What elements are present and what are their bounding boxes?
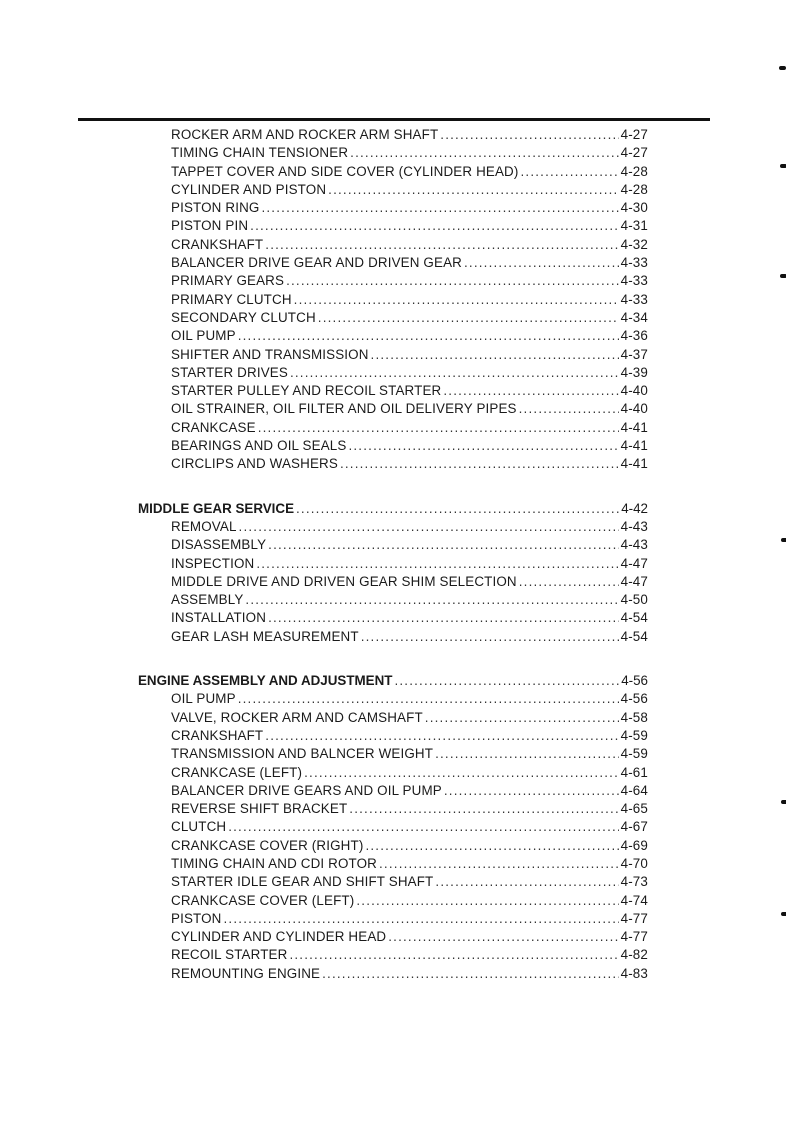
entry-title: INSPECTION <box>171 555 255 571</box>
toc-section-heading <box>138 500 648 518</box>
toc-entry <box>138 536 648 554</box>
entry-title: CLUTCH <box>171 819 227 835</box>
dot-leader <box>268 609 619 627</box>
dot-leader <box>318 309 619 327</box>
entry-title: PISTON <box>171 910 222 926</box>
dot-leader <box>224 910 619 928</box>
page-number: 4-30 <box>620 200 648 216</box>
page-number: 4-36 <box>620 328 648 344</box>
entry-title: REMOVAL <box>171 518 237 534</box>
entry-title: BEARINGS AND OIL SEALS <box>171 438 347 454</box>
toc-entry <box>138 965 648 983</box>
page-number: 4-28 <box>620 181 648 197</box>
dot-leader <box>228 818 618 836</box>
page-number: 4-43 <box>620 518 648 534</box>
dot-leader <box>348 437 618 455</box>
entry-title: PISTON RING <box>171 200 260 216</box>
toc-entry <box>138 254 648 272</box>
dot-leader <box>394 672 619 690</box>
dot-leader <box>294 291 619 309</box>
dot-leader <box>435 873 618 891</box>
entry-title: STARTER IDLE GEAR AND SHIFT SHAFT <box>171 874 434 890</box>
toc-entry <box>138 181 648 199</box>
dot-leader <box>265 727 618 745</box>
page-number: 4-47 <box>620 555 648 571</box>
dot-leader <box>261 199 618 217</box>
entry-title: INSTALLATION <box>171 610 267 626</box>
dot-leader <box>239 518 619 536</box>
toc-entry <box>138 437 648 455</box>
entry-title: CYLINDER AND PISTON <box>171 181 327 197</box>
entry-title: BALANCER DRIVE GEAR AND DRIVEN GEAR <box>171 255 462 271</box>
scan-mark <box>781 538 786 542</box>
page-number: 4-33 <box>620 291 648 307</box>
dot-leader <box>356 892 618 910</box>
entry-title: CRANKCASE <box>171 419 256 435</box>
toc-entry <box>138 591 648 609</box>
toc-entry <box>138 518 648 536</box>
toc-entry <box>138 709 648 727</box>
dot-leader <box>238 327 619 345</box>
page-number: 4-27 <box>620 127 648 142</box>
entry-title: TRANSMISSION AND BALNCER WEIGHT <box>171 746 434 762</box>
entry-title: CIRCLIPS AND WASHERS <box>171 456 338 472</box>
toc-entry <box>138 364 648 382</box>
dot-leader <box>256 555 618 573</box>
dot-leader <box>520 163 618 181</box>
page-number: 4-82 <box>620 947 648 963</box>
dot-leader <box>435 745 619 763</box>
dot-leader <box>268 536 618 554</box>
dot-leader <box>286 272 619 290</box>
page-number: 4-67 <box>620 819 648 835</box>
entry-title: REMOUNTING ENGINE <box>171 965 321 981</box>
toc-entry <box>138 818 648 836</box>
entry-title: TIMING CHAIN TENSIONER <box>171 145 349 161</box>
toc-entry <box>138 837 648 855</box>
entry-title: PISTON PIN <box>171 218 249 234</box>
section-title: MIDDLE GEAR SERVICE <box>138 500 294 516</box>
entry-title: OIL STRAINER, OIL FILTER AND OIL DELIVERY PIPES <box>171 401 517 417</box>
scan-mark <box>781 912 786 916</box>
toc-entry <box>138 727 648 745</box>
scan-mark <box>781 800 786 804</box>
page-number: 4-42 <box>621 500 648 516</box>
entry-title: REVERSE SHIFT BRACKET <box>171 801 348 817</box>
toc-entry <box>138 946 648 964</box>
entry-title: MIDDLE DRIVE AND DRIVEN GEAR SHIM SELECTION <box>171 573 517 589</box>
page-number: 4-56 <box>620 691 648 707</box>
dot-leader <box>388 928 618 946</box>
dot-leader <box>296 500 619 518</box>
page-number: 4-58 <box>620 709 648 725</box>
header-rule <box>78 118 710 121</box>
toc-entry <box>138 800 648 818</box>
entry-title: RECOIL STARTER <box>171 947 288 963</box>
entry-title: GEAR LASH MEASUREMENT <box>171 628 359 644</box>
dot-leader <box>365 837 618 855</box>
dot-leader <box>361 628 619 646</box>
entry-title: TAPPET COVER AND SIDE COVER (CYLINDER HEAD) <box>171 163 519 179</box>
entry-title: ROCKER ARM AND ROCKER ARM SHAFT <box>171 127 439 142</box>
toc-entry <box>138 346 648 364</box>
page-number: 4-61 <box>620 764 648 780</box>
page-number: 4-59 <box>620 727 648 743</box>
toc-entry <box>138 217 648 235</box>
toc-entry <box>138 892 648 910</box>
toc-entry <box>138 291 648 309</box>
dot-leader <box>340 455 619 473</box>
entry-title: VALVE, ROCKER ARM AND CAMSHAFT <box>171 709 423 725</box>
page-number: 4-54 <box>620 628 648 644</box>
page-number: 4-33 <box>620 255 648 271</box>
page-number: 4-47 <box>620 573 648 589</box>
section-gap <box>138 474 648 500</box>
table-of-contents <box>138 126 648 983</box>
dot-leader <box>440 126 618 144</box>
scan-mark <box>780 164 786 168</box>
toc-entry <box>138 855 648 873</box>
entry-title: STARTER PULLEY AND RECOIL STARTER <box>171 383 442 399</box>
toc-entry <box>138 455 648 473</box>
page-number: 4-64 <box>620 782 648 798</box>
page-number: 4-28 <box>620 163 648 179</box>
dot-leader <box>265 236 618 254</box>
page-number: 4-41 <box>620 419 648 435</box>
entry-title: ASSEMBLY <box>171 592 244 608</box>
toc-entry <box>138 782 648 800</box>
dot-leader <box>250 217 618 235</box>
dot-leader <box>328 181 618 199</box>
toc-entry <box>138 928 648 946</box>
entry-title: CRANKCASE COVER (RIGHT) <box>171 837 364 853</box>
page-number: 4-59 <box>620 746 648 762</box>
toc-entry <box>138 419 648 437</box>
page-number: 4-43 <box>620 537 648 553</box>
section-gap <box>138 646 648 672</box>
toc-entry <box>138 555 648 573</box>
page-number: 4-41 <box>620 456 648 472</box>
page-number: 4-32 <box>620 236 648 252</box>
dot-leader <box>464 254 619 272</box>
toc-entry <box>138 609 648 627</box>
page-number: 4-77 <box>620 929 648 945</box>
page-number: 4-56 <box>621 673 648 689</box>
entry-title: STARTER DRIVES <box>171 364 288 380</box>
entry-title: CRANKCASE (LEFT) <box>171 764 303 780</box>
dot-leader <box>444 782 619 800</box>
dot-leader <box>304 764 618 782</box>
page-number: 4-83 <box>620 965 648 981</box>
entry-title: OIL PUMP <box>171 691 236 707</box>
toc-entry <box>138 873 648 891</box>
scan-mark <box>779 66 786 70</box>
toc-section-heading <box>138 672 648 690</box>
dot-leader <box>238 690 619 708</box>
entry-title: SECONDARY CLUTCH <box>171 309 316 325</box>
dot-leader <box>371 346 619 364</box>
toc-entry <box>138 126 648 144</box>
toc-entry <box>138 400 648 418</box>
entry-title: TIMING CHAIN AND CDI ROTOR <box>171 855 378 871</box>
page-number: 4-69 <box>620 837 648 853</box>
page-number: 4-33 <box>620 273 648 289</box>
dot-leader <box>379 855 619 873</box>
dot-leader <box>519 573 619 591</box>
toc-entry <box>138 573 648 591</box>
entry-title: OIL PUMP <box>171 328 236 344</box>
page-number: 4-77 <box>620 910 648 926</box>
dot-leader <box>349 800 618 818</box>
toc-entry <box>138 144 648 162</box>
dot-leader <box>443 382 618 400</box>
entry-title: PRIMARY GEARS <box>171 273 285 289</box>
entry-title: BALANCER DRIVE GEARS AND OIL PUMP <box>171 782 442 798</box>
entry-title: DISASSEMBLY <box>171 537 267 553</box>
page-number: 4-39 <box>620 364 648 380</box>
dot-leader <box>350 144 618 162</box>
toc-entry <box>138 745 648 763</box>
dot-leader <box>425 709 619 727</box>
toc-entry <box>138 163 648 181</box>
page-number: 4-54 <box>620 610 648 626</box>
page-number: 4-73 <box>620 874 648 890</box>
dot-leader <box>289 946 618 964</box>
entry-title: CRANKSHAFT <box>171 727 264 743</box>
dot-leader <box>258 419 619 437</box>
toc-entry <box>138 764 648 782</box>
page-number: 4-70 <box>620 855 648 871</box>
dot-leader <box>322 965 618 983</box>
page-number: 4-31 <box>620 218 648 234</box>
toc-entry <box>138 199 648 217</box>
toc-entry <box>138 236 648 254</box>
entry-title: CRANKCASE COVER (LEFT) <box>171 892 355 908</box>
scan-mark <box>780 274 786 278</box>
toc-entry <box>138 309 648 327</box>
dot-leader <box>245 591 618 609</box>
toc-entry <box>138 272 648 290</box>
toc-entry <box>138 690 648 708</box>
entry-title: CRANKSHAFT <box>171 236 264 252</box>
page-number: 4-40 <box>620 401 648 417</box>
dot-leader <box>290 364 619 382</box>
page-number: 4-41 <box>620 438 648 454</box>
entry-title: CYLINDER AND CYLINDER HEAD <box>171 929 387 945</box>
page-number: 4-50 <box>620 592 648 608</box>
toc-entry <box>138 910 648 928</box>
page-number: 4-37 <box>620 346 648 362</box>
dot-leader <box>519 400 619 418</box>
page-number: 4-74 <box>620 892 648 908</box>
page-number: 4-27 <box>620 145 648 161</box>
page-number: 4-65 <box>620 801 648 817</box>
toc-entry <box>138 382 648 400</box>
entry-title: SHIFTER AND TRANSMISSION <box>171 346 369 362</box>
entry-title: PRIMARY CLUTCH <box>171 291 292 307</box>
toc-entry <box>138 628 648 646</box>
page-number: 4-34 <box>620 309 648 325</box>
toc-entry <box>138 327 648 345</box>
section-title: ENGINE ASSEMBLY AND ADJUSTMENT <box>138 673 393 689</box>
page-number: 4-40 <box>620 383 648 399</box>
